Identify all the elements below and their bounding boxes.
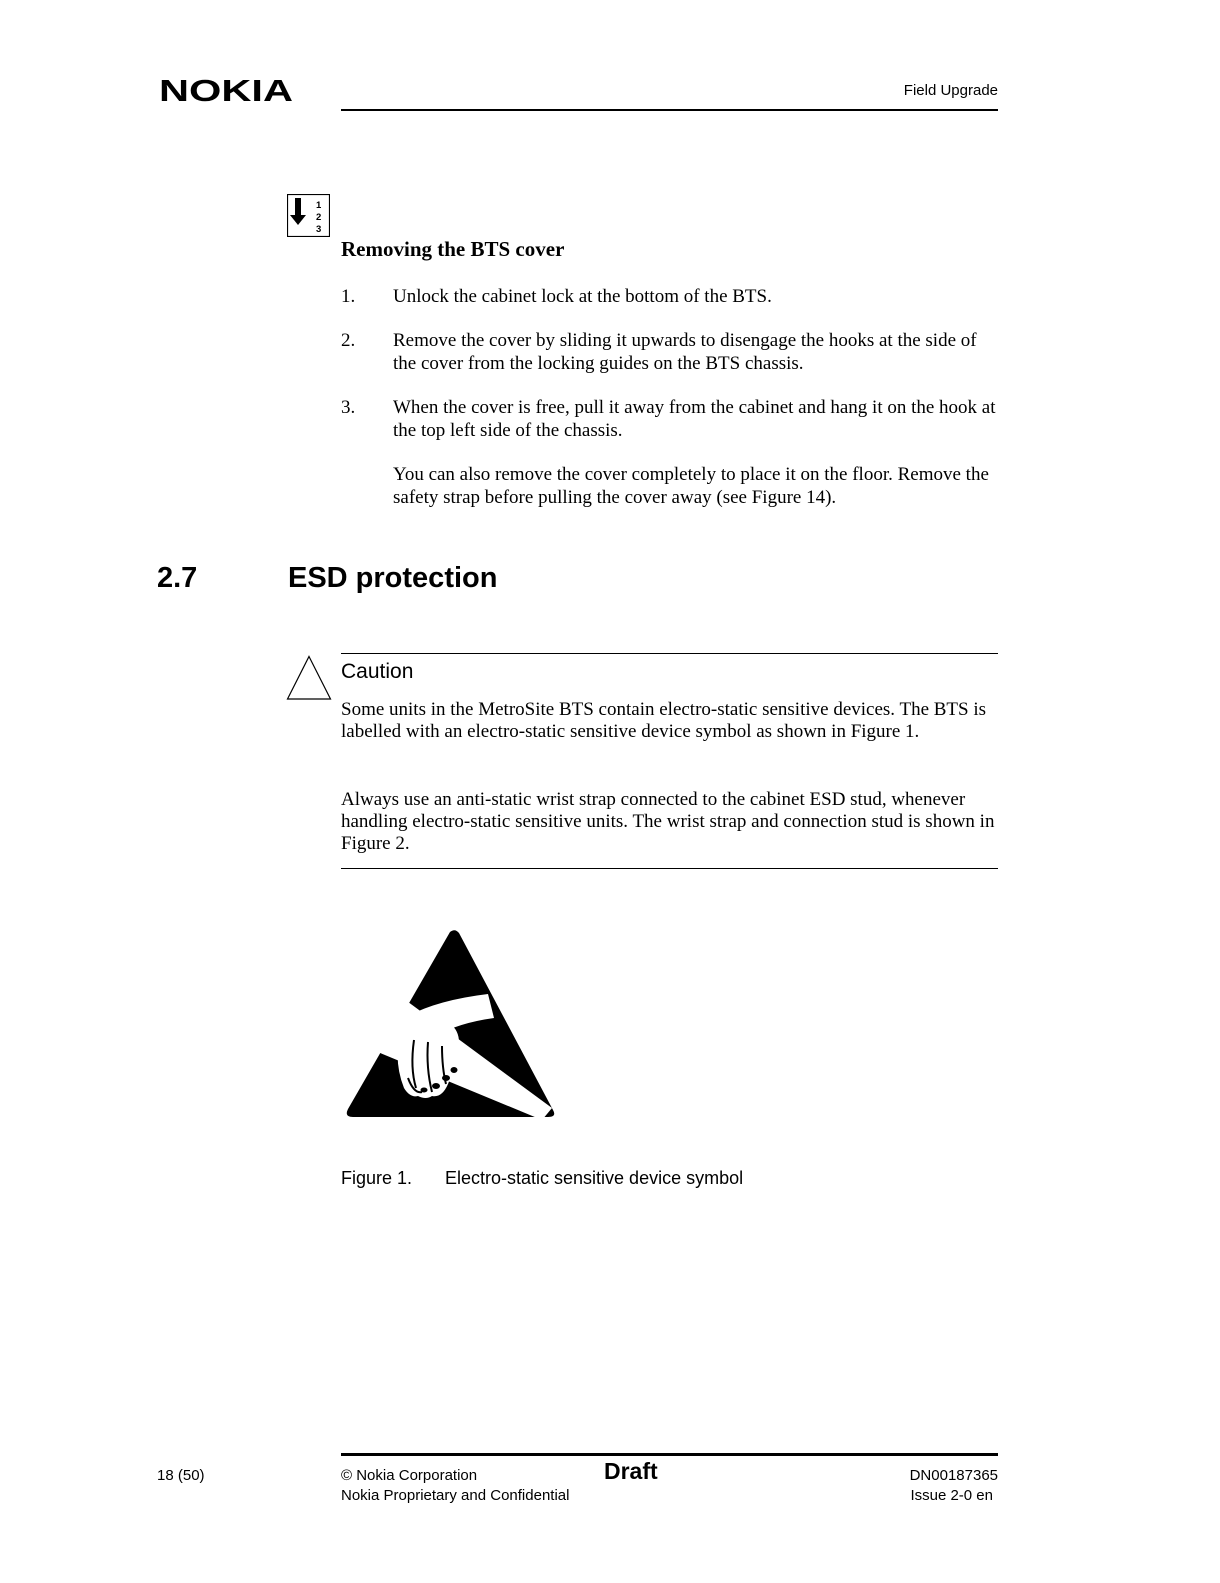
- figure-caption: Electro-static sensitive device symbol: [445, 1168, 744, 1188]
- esd-sensitive-device-symbol: [338, 928, 562, 1120]
- section-title: ESD protection: [288, 562, 498, 594]
- document-number: DN00187365: [909, 1467, 998, 1484]
- step-text: Remove the cover by sliding it upwards to disengage the hooks at the side of the cover from the locking guides on the BTS chassis.: [393, 330, 977, 374]
- footer-confidentiality: Nokia Proprietary and Confidential: [341, 1487, 570, 1504]
- procedure-heading: Removing the BTS cover: [341, 237, 565, 261]
- procedure-steps-icon: [287, 194, 330, 237]
- caution-triangle-icon: [286, 655, 332, 701]
- step-text: Unlock the cabinet lock at the bottom of the BTS.: [393, 286, 772, 307]
- caution-paragraph: Always use an anti-static wrist strap connected to the cabinet ESD stud, whenever handling electro-static sensitive units. The wrist strap and connection stud is shown in Figure 2.: [341, 789, 995, 854]
- footer-copyright: © Nokia Corporation: [341, 1467, 478, 1484]
- caution-label: Caution: [341, 660, 414, 683]
- header-rule: [341, 109, 998, 111]
- caution-bottom-rule: [341, 868, 998, 869]
- header-title: Field Upgrade: [903, 82, 998, 99]
- figure-number: Figure 1.: [341, 1168, 413, 1188]
- step-text: When the cover is free, pull it away from the cabinet and hang it on the hook at the top left side of the chassis.: [393, 397, 996, 441]
- step-number: 1.: [341, 286, 356, 307]
- step-number: 2.: [341, 330, 356, 351]
- footer-rule: [341, 1453, 998, 1456]
- svg-text:2: 2: [316, 212, 322, 223]
- svg-text:3: 3: [316, 224, 322, 235]
- nokia-logo: [159, 76, 295, 104]
- step-number: 3.: [341, 397, 356, 418]
- svg-text:1: 1: [316, 200, 322, 211]
- section-number: 2.7: [157, 562, 198, 594]
- note-text: You can also remove the cover completely to place it on the floor. Remove the safety strap before pulling the cover away (see Figure 14).: [393, 464, 989, 508]
- issue-number: Issue 2-0 en: [910, 1487, 993, 1504]
- svg-text:NOKIA: NOKIA: [159, 76, 293, 104]
- caution-top-rule: [341, 653, 998, 654]
- caution-paragraph: Some units in the MetroSite BTS contain electro-static sensitive devices. The BTS is labelled with an electro-static sensitive device symbol as shown in Figure 1.: [341, 699, 987, 742]
- page-number: 18 (50): [157, 1467, 205, 1484]
- draft-status: Draft: [604, 1458, 658, 1484]
